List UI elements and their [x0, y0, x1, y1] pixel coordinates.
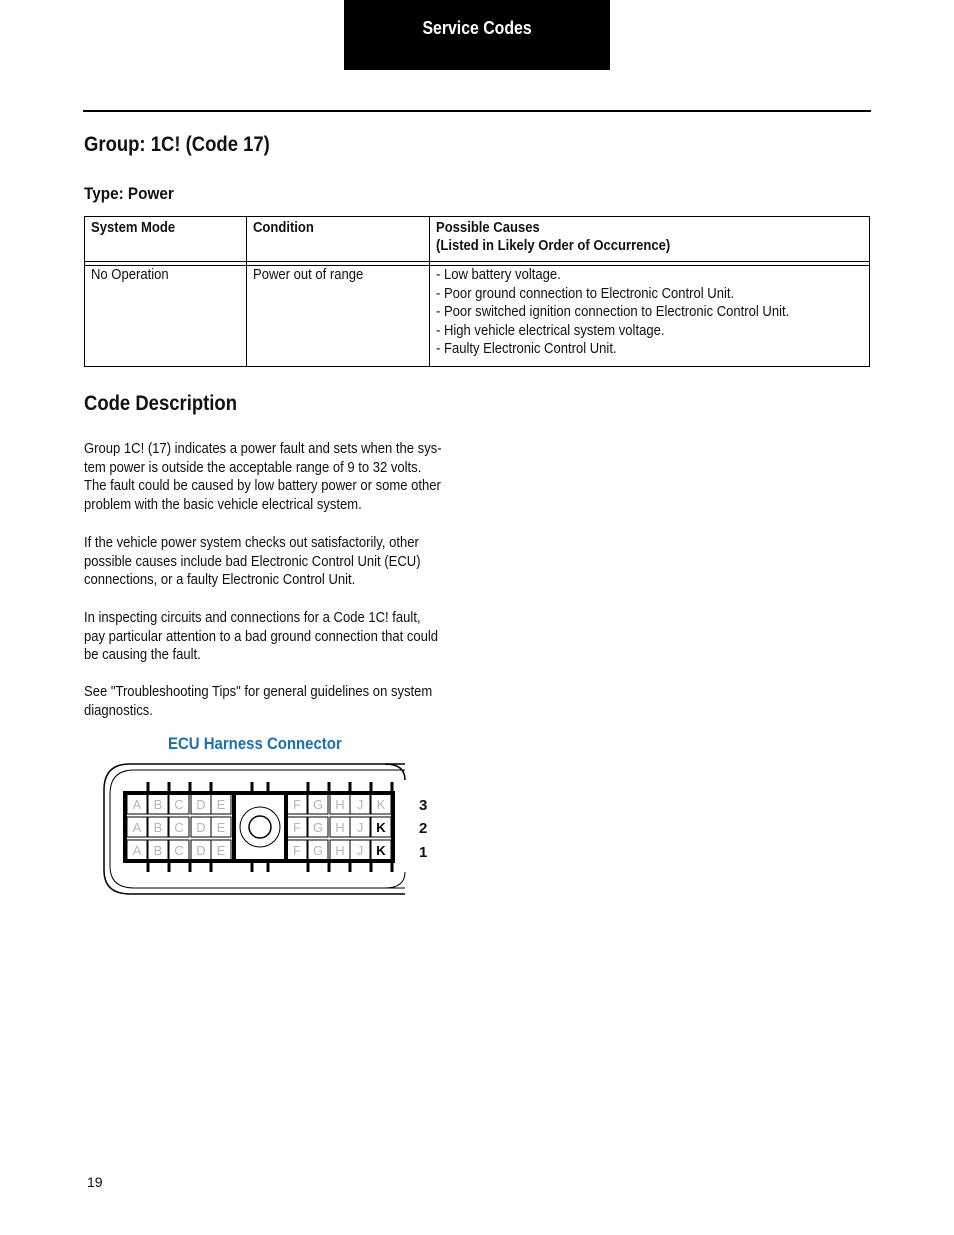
pin-label-h1: H: [335, 843, 345, 858]
pin-label-e3: E: [216, 797, 226, 812]
pin-label-k3: K: [376, 797, 386, 812]
table-col-divider: [246, 217, 247, 366]
pin-label-f1: F: [293, 843, 301, 858]
pin-label-d3: D: [196, 797, 206, 812]
page-number: 19: [87, 1174, 103, 1190]
row-number-3: 3: [419, 797, 428, 814]
cause-item: - Poor ground connection to Electronic Control Unit.: [436, 285, 735, 302]
connector-posts: [148, 782, 392, 872]
cause-item: - Low battery voltage.: [436, 267, 561, 283]
pin-label-g2: G: [312, 820, 324, 835]
section-tab-label: Service Codes: [422, 17, 532, 38]
pin-label-a2: A: [132, 820, 142, 835]
table-header-divider: [85, 261, 869, 262]
header-rule: [83, 110, 871, 112]
cause-item: - Poor switched ignition connection to Electronic Control Unit.: [436, 304, 790, 320]
pin-label-j3: J: [356, 797, 364, 812]
description-paragraph: See "Troubleshooting Tips" for general guidelines on system diagnostics.: [84, 684, 433, 719]
pin-label-k2: K: [376, 820, 386, 835]
section-tab: [344, 0, 610, 70]
pin-label-j1: J: [356, 843, 364, 858]
cell-system-mode: No Operation: [91, 267, 169, 283]
ecu-connector-diagram: [100, 760, 410, 900]
pin-label-e1: E: [216, 843, 226, 858]
pin-label-b1: B: [153, 843, 163, 858]
type-label: Type: Power: [84, 184, 174, 203]
pin-block-outline: [125, 793, 393, 861]
pin-label-e2: E: [216, 820, 226, 835]
header-order-note: (Listed in Likely Order of Occurrence): [436, 238, 671, 254]
pin-label-c2: C: [174, 820, 184, 835]
pin-label-h2: H: [335, 820, 345, 835]
row-number-2: 2: [419, 820, 428, 837]
description-paragraph: If the vehicle power system checks out satisfactorily, other possible causes include bad Electronic Control Unit (ECU) connections, or a faulty Electronic Control Unit.: [84, 535, 421, 589]
fault-table: [84, 216, 870, 367]
code-description-title: Code Description: [84, 392, 237, 415]
header-possible-causes: Possible Causes: [436, 220, 540, 236]
pin-label-b3: B: [153, 797, 163, 812]
pin-label-g3: G: [312, 797, 324, 812]
pin-label-c1: C: [174, 843, 184, 858]
description-paragraph: In inspecting circuits and connections for a Code 1C! fault, pay particular attention to a bad ground connection that could be causing the fault.: [84, 610, 439, 664]
center-post-frame: [234, 793, 286, 861]
pin-label-h3: H: [335, 797, 345, 812]
pin-grid: [127, 794, 391, 860]
pin-label-j2: J: [356, 820, 364, 835]
table-col-divider: [429, 217, 430, 366]
pin-label-d2: D: [196, 820, 206, 835]
pin-label-b2: B: [153, 820, 163, 835]
pin-label-k1: K: [376, 843, 386, 858]
header-condition: Condition: [253, 220, 314, 236]
group-title: Group: 1C! (Code 17): [84, 133, 270, 156]
pin-label-c3: C: [174, 797, 184, 812]
cause-item: - High vehicle electrical system voltage.: [436, 322, 665, 339]
description-paragraph: Group 1C! (17) indicates a power fault and sets when the sys- tem power is outside the acceptable range of 9 to 32 volts. The fault could be caused by low battery power or some other problem with the basic vehicle electrical system.: [84, 441, 442, 514]
pin-label-f3: F: [293, 797, 301, 812]
pin-label-d1: D: [196, 843, 206, 858]
connector-title: ECU Harness Connector: [168, 734, 342, 753]
pin-label-g1: G: [312, 843, 324, 858]
center-post-outer: [240, 807, 280, 847]
cause-item: - Faulty Electronic Control Unit.: [436, 341, 617, 357]
center-post-inner: [249, 816, 271, 838]
pin-label-f2: F: [293, 820, 301, 835]
pin-label-a1: A: [132, 843, 142, 858]
cell-condition: Power out of range: [253, 267, 364, 283]
header-system-mode: System Mode: [91, 220, 176, 236]
pin-label-a3: A: [132, 797, 142, 812]
row-number-1: 1: [419, 844, 428, 861]
